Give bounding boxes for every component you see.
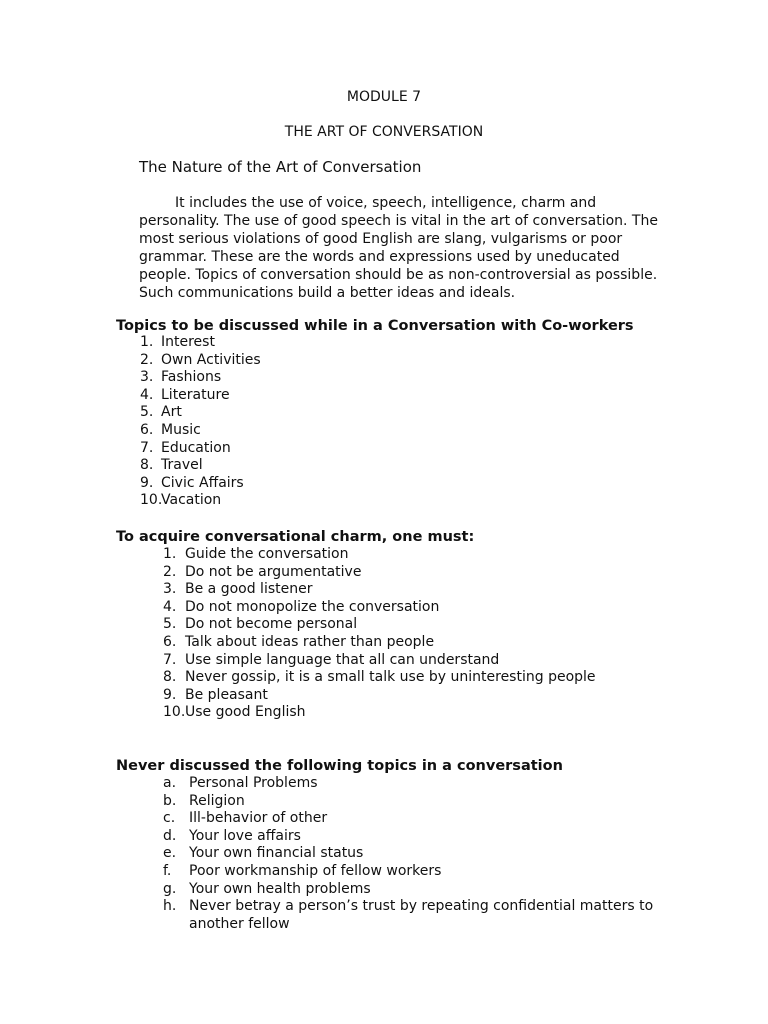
section-heading-topics: Topics to be discussed while in a Conversation with Co-workers [116,318,634,334]
list-item: 7. Use simple language that all can understand [163,651,500,668]
document-title: THE ART OF CONVERSATION [284,124,484,140]
list-item: e. Your own financial status [163,845,364,862]
list-item: 9. Civic Affairs [140,474,244,491]
paragraph-line: Such communications build a better ideas and ideals. [139,285,516,301]
paragraph-line: grammar. These are the words and expressions used by uneducated [139,249,620,265]
list-item: h. Never betray a person’s trust by repeating confidential matters to [163,898,654,915]
list-item: b. Religion [163,792,245,809]
list-item: 8. Never gossip, it is a small talk use by uninteresting people [163,669,596,686]
list-item: d. Your love affairs [163,827,301,844]
list-item: 3. Fashions [140,369,222,386]
paragraph-line: most serious violations of good English are slang, vulgarisms or poor [139,231,623,247]
section-heading-charm: To acquire conversational charm, one must: [116,529,475,545]
module-label: MODULE 7 [346,89,422,105]
list-item: f. Poor workmanship of fellow workers [163,862,442,879]
paragraph-line: people. Topics of conversation should be as non-controversial as possible. [139,267,658,283]
list-item: 9. Be pleasant [163,686,268,703]
never-list [163,775,653,933]
list-item: 1. Guide the conversation [163,546,349,562]
paragraph-line: personality. The use of good speech is vital in the art of conversation. The [139,213,658,229]
list-item: 6. Talk about ideas rather than people [163,633,435,650]
list-item: 5. Art [140,404,182,421]
list-item: 1. Interest [140,334,215,350]
list-item: 5. Do not become personal [163,616,358,633]
list-item: g. Your own health problems [163,880,371,897]
list-item: 4. Literature [140,386,230,403]
charm-list [163,546,596,722]
list-item-continuation: another fellow [189,915,290,932]
list-item: 2. Own Activities [140,351,261,368]
topics-list [140,334,261,510]
list-item: 10.Use good English [163,704,306,721]
list-item: 10.Vacation [140,492,222,509]
section-heading-nature: The Nature of the Art of Conversation [139,158,422,176]
nature-paragraph [139,194,659,302]
list-item: 8. Travel [140,457,203,474]
list-item: a. Personal Problems [163,775,318,791]
section-heading-never: Never discussed the following topics in a conversation [116,758,563,774]
list-item: 2. Do not be argumentative [163,563,362,580]
paragraph-line: It includes the use of voice, speech, intelligence, charm and [175,195,597,211]
list-item: 4. Do not monopolize the conversation [163,598,440,615]
list-item: 7. Education [140,439,231,456]
list-item: c. Ill-behavior of other [163,810,328,827]
list-item: 3. Be a good listener [163,581,313,598]
list-item: 6. Music [140,421,201,438]
